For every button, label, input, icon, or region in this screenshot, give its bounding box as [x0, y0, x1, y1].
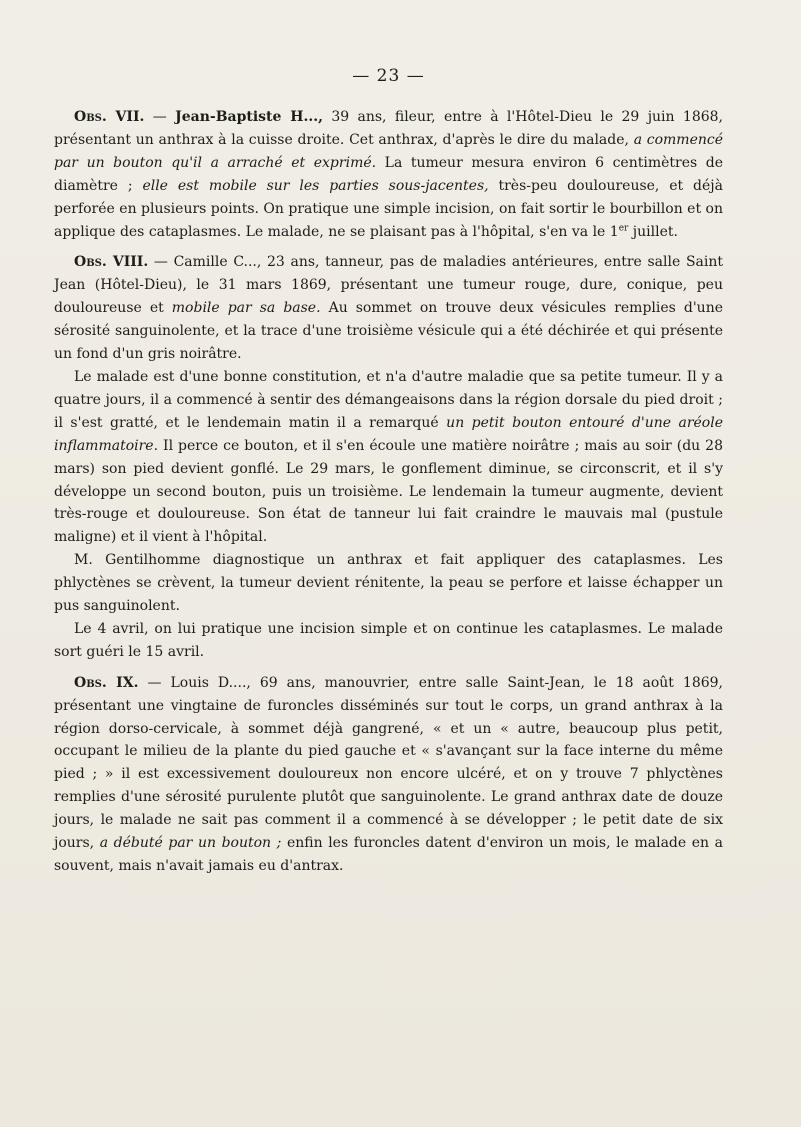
paragraph-obs-viii-3 — [54, 549, 723, 618]
observation-label: Obs. IX. — [74, 674, 139, 691]
body-text — [54, 106, 723, 878]
page-number: — 23 — — [352, 66, 425, 86]
paragraph-obs-ix — [54, 672, 723, 878]
text-segment: juillet. — [628, 223, 678, 240]
text-segment: enfin les furoncles datent d'environ un mois, le malade en a souvent, mais n'avait jamais eu d'antrax. — [54, 835, 723, 874]
text-segment: très-peu douloureuse, et déjà perforée en plusieurs points. On pratique une simple incision, on fait sortir le bourbillon et on applique des cataplasmes. Le malade, ne se plaisant pas à l'hôpital, s'en va le 1 — [54, 177, 723, 240]
text-segment: La tumeur mesura environ 6 centimètres de diamètre ; — [54, 154, 723, 194]
text-segment: mobile par sa base. — [171, 300, 321, 317]
text-segment: er — [618, 222, 629, 233]
text-segment: un petit bouton entouré d'une aréole inflammatoire. — [54, 414, 723, 454]
observation-label: Obs. VIII. — [74, 254, 149, 271]
text-segment: a commencé par un bouton qu'il a arraché et exprimé. — [54, 131, 723, 171]
text-segment: Il perce ce bouton, et il s'en écoule une matière noirâtre ; mais au soir (du 28 mars) son pied devient gonflé. Le 29 mars, le gonflement diminue, se circonscrit, et il s'y développe un second bouton, puis un troisième. Le lendemain la tumeur augmente, devient très-rouge et douloureuse. Son état de tanneur lui fait craindre le mauvais mal (pustule maligne) et il vient à l'hôpital. — [54, 437, 723, 546]
text-segment: Au sommet on trouve deux vésicules remplies d'une sérosité sanguinolente, et la trace d'une troisième vésicule qui a été déchirée et qui présente un fond d'un gris noirâtre. — [54, 300, 723, 363]
paragraph-obs-viii — [54, 251, 723, 366]
text-segment: — Camille C..., 23 ans, tanneur, pas de maladies antérieures, entre salle Saint Jean (Hôtel-Dieu), le 31 mars 1869, présentant une tumeur rouge, dure, conique, peu douloureuse et — [54, 254, 723, 317]
text-segment: — Louis D...., 69 ans, manouvrier, entre salle Saint-Jean, le 18 août 1869, présentant une vingtaine de furoncles disséminés sur tout le corps, un grand anthrax à la région dorso-cervicale, à sommet déjà gangrené, « et un « autre, beaucoup plus petit, occupant le milieu de la plante du pied gauche et « s'avançant sur la face interne du même pied ; » il est excessivement douloureux non encore ulcéré, et on y trouve 7 phlyctènes remplies d'une sérosité purulente plutôt que sanguinolente. Le grand anthrax date de douze jours, le malade ne sait pas comment il a commencé à se développer ; le petit date de six jours, — [54, 674, 723, 852]
text-segment: elle est mobile sur les parties sous-jacentes, — [142, 177, 489, 194]
text-segment: — — [144, 109, 176, 125]
text-segment: a débuté par un bouton ; — [99, 835, 282, 852]
text-segment: 39 ans, fileur, entre à l'Hôtel-Dieu le 29 juin 1868, présentant un anthrax à la cuisse droite. Cet anthrax, d'après le dire du malade, — [54, 109, 723, 148]
paragraph-obs-viii-4 — [54, 618, 723, 664]
paragraph-obs-vii — [54, 106, 723, 243]
text-segment: Le malade est d'une bonne constitution, et n'a d'autre maladie que sa petite tumeur. Il y a quatre jours, il a commencé à sentir des démangeaisons dans la région dorsale du pied droit ; il s'est gratté, et le lendemain matin il a remarqué — [54, 368, 723, 431]
paragraph-obs-viii-2 — [54, 366, 723, 549]
text-segment: M. Gentilhomme diagnostique un anthrax et fait appliquer des cataplasmes. Les phlyctènes se crèvent, la tumeur devient rénitente, la peau se perfore et laisse échapper un pus sanguinolent. — [54, 552, 723, 615]
observation-label: Obs. VII. — [74, 109, 145, 125]
text-segment: Le 4 avril, on lui pratique une incision simple et on continue les cataplasmes. Le malade sort guéri le 15 avril. — [54, 620, 723, 660]
text-segment: Jean-Baptiste H..., — [175, 109, 323, 125]
